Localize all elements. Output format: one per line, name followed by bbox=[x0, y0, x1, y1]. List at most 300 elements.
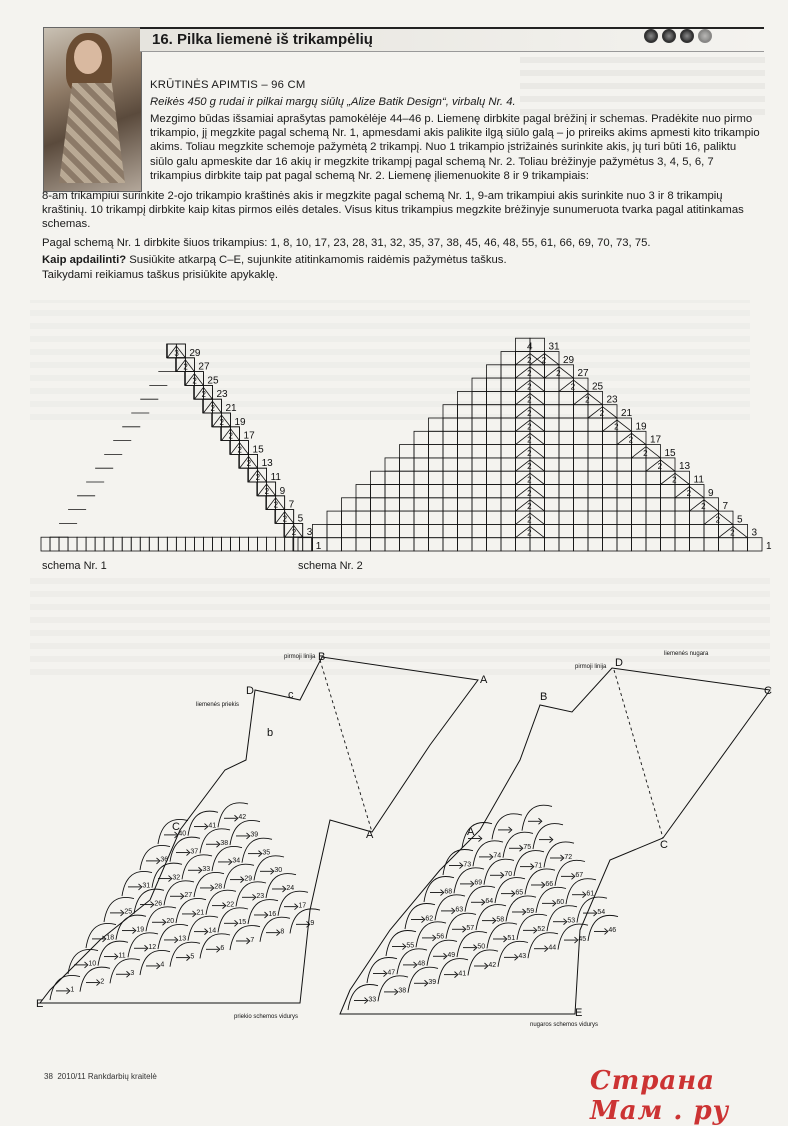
piece-number: 30 bbox=[274, 867, 283, 875]
schema-cell bbox=[400, 538, 415, 551]
schema-cell bbox=[327, 538, 342, 551]
shell-curve bbox=[492, 814, 522, 840]
decrease-number: 2 bbox=[527, 462, 532, 472]
schema-cell bbox=[276, 537, 285, 551]
schema-cell bbox=[371, 511, 386, 524]
point-label: b bbox=[267, 727, 274, 739]
row-number: 25 bbox=[207, 375, 219, 387]
decrease-number: 2 bbox=[192, 376, 197, 386]
row-number: 23 bbox=[606, 394, 618, 406]
schema-cell bbox=[487, 471, 502, 484]
back-panel-drawing bbox=[340, 651, 772, 1028]
schema-cell bbox=[574, 524, 589, 537]
schema-cell bbox=[458, 538, 473, 551]
piece-number: 33 bbox=[368, 996, 377, 1004]
schema-cell bbox=[149, 537, 158, 551]
schema-cell bbox=[458, 445, 473, 458]
shell-curve bbox=[522, 805, 552, 831]
schema-cell bbox=[559, 445, 574, 458]
back-outline bbox=[340, 668, 770, 1014]
schema-cell bbox=[327, 511, 342, 524]
piece-number: 59 bbox=[526, 907, 535, 915]
schema-cell bbox=[632, 471, 647, 484]
schema-cell bbox=[646, 524, 661, 537]
schema-cell bbox=[429, 524, 444, 537]
piece-number: 14 bbox=[208, 927, 217, 935]
piece-number: 36 bbox=[160, 856, 169, 864]
schema-cell bbox=[617, 458, 632, 471]
schema-cell bbox=[617, 538, 632, 551]
schema-cell bbox=[617, 524, 632, 537]
piece-number: 75 bbox=[523, 844, 532, 852]
piece-number: 6 bbox=[220, 945, 225, 953]
back-label: liemenės nugara bbox=[664, 651, 709, 657]
point-label: B bbox=[318, 651, 326, 663]
schema-cell bbox=[472, 511, 487, 524]
decrease-number: 2 bbox=[527, 409, 532, 418]
schema-cell bbox=[501, 471, 516, 484]
schema-cell bbox=[574, 445, 589, 458]
schema-cell bbox=[298, 538, 313, 551]
schema-cell bbox=[545, 498, 560, 511]
piece-number: 34 bbox=[232, 857, 241, 865]
point-label: D bbox=[615, 657, 623, 669]
schema-cell bbox=[95, 537, 104, 551]
schema-cell bbox=[443, 458, 458, 471]
schema-cell bbox=[231, 537, 240, 551]
schema-cell bbox=[185, 537, 194, 551]
schema-cell bbox=[675, 498, 690, 511]
schema-cell bbox=[646, 485, 661, 498]
schema-cell bbox=[487, 511, 502, 524]
schema-cell bbox=[588, 418, 603, 431]
watermark: Страна Мам . ру bbox=[590, 1066, 730, 1126]
schema-cell bbox=[559, 405, 574, 418]
decrease-number: 2 bbox=[527, 448, 532, 458]
schema-cell bbox=[661, 485, 676, 498]
schema-cell bbox=[414, 485, 429, 498]
schema-cell bbox=[588, 485, 603, 498]
schema-cell bbox=[748, 538, 763, 551]
schema-cell bbox=[342, 511, 357, 524]
row-number: 25 bbox=[592, 381, 604, 393]
row-number: 13 bbox=[679, 461, 691, 473]
piece-number: 17 bbox=[298, 902, 307, 910]
schema-cell bbox=[588, 458, 603, 471]
schema-cell bbox=[501, 485, 516, 498]
piece-number: 26 bbox=[154, 900, 163, 908]
piece-number: 33 bbox=[202, 866, 211, 874]
schema-cell bbox=[617, 485, 632, 498]
schema-cell bbox=[327, 524, 342, 537]
decrease-number: 2 bbox=[686, 488, 692, 498]
piece-number: 56 bbox=[436, 933, 445, 941]
schema-cell bbox=[443, 485, 458, 498]
schema-cell bbox=[487, 445, 502, 458]
decrease-number: 2 bbox=[264, 486, 270, 496]
schema-cell bbox=[487, 365, 502, 378]
schema-cell bbox=[487, 485, 502, 498]
piece-number: 62 bbox=[425, 915, 434, 923]
piece-number: 9 bbox=[310, 920, 315, 928]
piece-number: 3 bbox=[130, 970, 135, 978]
point-label: c bbox=[288, 689, 294, 701]
piece-number: 53 bbox=[567, 917, 576, 925]
piece-number: 19 bbox=[136, 926, 145, 934]
schema-cell bbox=[559, 431, 574, 444]
top-mark: 4 bbox=[527, 341, 533, 353]
schema-cell bbox=[414, 458, 429, 471]
schema-cell bbox=[443, 431, 458, 444]
schema-cell bbox=[574, 458, 589, 471]
schema-cell bbox=[574, 405, 589, 418]
schema-cell bbox=[545, 538, 560, 551]
schema-cell bbox=[487, 431, 502, 444]
decrease-number: 2 bbox=[628, 435, 634, 445]
piece-number: 11 bbox=[118, 952, 126, 960]
piece-number: 54 bbox=[597, 908, 606, 916]
schema-cell bbox=[675, 511, 690, 524]
decrease-number: 2 bbox=[643, 448, 648, 458]
schema-cell bbox=[414, 498, 429, 511]
schema-cell bbox=[559, 498, 574, 511]
point-label: E bbox=[36, 998, 44, 1010]
row-number: 19 bbox=[635, 421, 647, 433]
schema-cell bbox=[356, 511, 371, 524]
schema-cell bbox=[588, 498, 603, 511]
schema-cell bbox=[77, 537, 86, 551]
shell-curve bbox=[290, 909, 320, 934]
schema-cell bbox=[285, 537, 294, 551]
schema-cell bbox=[501, 378, 516, 391]
schema-cell bbox=[429, 485, 444, 498]
schema-cell bbox=[443, 498, 458, 511]
schema-cell bbox=[113, 537, 122, 551]
schema-cell bbox=[458, 405, 473, 418]
schema-cell bbox=[501, 458, 516, 471]
decrease-number: 2 bbox=[201, 390, 206, 400]
schema-cell bbox=[429, 418, 444, 431]
piece-number: 27 bbox=[184, 892, 193, 900]
schema-cell bbox=[356, 538, 371, 551]
row-number: 13 bbox=[261, 458, 273, 470]
schema-cell bbox=[646, 471, 661, 484]
piece-number: 70 bbox=[504, 871, 513, 879]
row-number: 5 bbox=[737, 514, 743, 526]
schema-cell bbox=[661, 511, 676, 524]
schema-cell bbox=[574, 538, 589, 551]
schema-cell bbox=[632, 524, 647, 537]
row-number: 23 bbox=[216, 389, 228, 401]
first-line bbox=[320, 660, 372, 832]
schema-cell bbox=[342, 498, 357, 511]
schema-cell bbox=[661, 524, 676, 537]
piece-number: 52 bbox=[537, 926, 546, 934]
schema-cell bbox=[131, 537, 140, 551]
schema-cell bbox=[472, 391, 487, 404]
schema-cell bbox=[400, 471, 415, 484]
schema-cell bbox=[690, 524, 705, 537]
decrease-number: 2 bbox=[228, 431, 233, 441]
decrease-number: 2 bbox=[210, 404, 215, 413]
schema-cell bbox=[472, 445, 487, 458]
schema-cell bbox=[559, 471, 574, 484]
decrease-number: 2 bbox=[730, 528, 735, 538]
shell-curve bbox=[200, 934, 230, 959]
schema-cell bbox=[385, 498, 400, 511]
piece-number: 42 bbox=[488, 961, 497, 969]
piece-number: 35 bbox=[262, 849, 271, 857]
piece-number: 20 bbox=[166, 918, 175, 926]
decrease-number: 2 bbox=[273, 500, 279, 510]
schema-cell bbox=[400, 458, 415, 471]
page-number: 38 bbox=[44, 1072, 53, 1081]
schema-cell bbox=[443, 471, 458, 484]
row-number: 7 bbox=[288, 499, 295, 511]
schema-cell bbox=[603, 524, 618, 537]
schema-cell bbox=[429, 458, 444, 471]
decrease-number: 2 bbox=[527, 355, 532, 365]
schema-cell bbox=[501, 365, 516, 378]
schema-cell bbox=[559, 458, 574, 471]
front-outline bbox=[40, 657, 478, 1003]
piece-number: 2 bbox=[100, 978, 105, 986]
schema-cell bbox=[140, 537, 149, 551]
schema-cell bbox=[267, 537, 276, 551]
piece-number: 41 bbox=[208, 822, 217, 830]
shell-curve bbox=[260, 917, 290, 942]
schema-cell bbox=[50, 537, 59, 551]
schema-cell bbox=[385, 485, 400, 498]
decrease-number: 2 bbox=[541, 355, 547, 365]
schema-cell bbox=[400, 485, 415, 498]
piece-number: 64 bbox=[485, 898, 494, 906]
schema-cell bbox=[487, 418, 502, 431]
schema-cell bbox=[545, 511, 560, 524]
decrease-number: 2 bbox=[527, 475, 532, 485]
point-label: A bbox=[467, 826, 475, 838]
schema-cell bbox=[632, 538, 647, 551]
schema-cell bbox=[719, 538, 734, 551]
decrease-number: 2 bbox=[282, 514, 288, 524]
row-number: 3 bbox=[751, 527, 758, 539]
page-title: 16. Pilka liemenė iš trikampėlių bbox=[152, 31, 373, 48]
schema-cell bbox=[617, 498, 632, 511]
schema-cell bbox=[501, 498, 516, 511]
piece-number: 41 bbox=[458, 970, 467, 978]
schema-cell bbox=[603, 431, 618, 444]
schema-cell bbox=[501, 391, 516, 404]
schema-cell bbox=[385, 471, 400, 484]
row-number: 9 bbox=[279, 485, 286, 497]
schema-cell bbox=[86, 537, 95, 551]
schema-cell bbox=[472, 485, 487, 498]
piece-number: 68 bbox=[444, 888, 453, 896]
row-number: 11 bbox=[270, 472, 281, 483]
piece-number: 58 bbox=[496, 916, 505, 924]
front-center-label: priekio schemos vidurys bbox=[234, 1014, 299, 1020]
schema-cell bbox=[429, 538, 444, 551]
decrease-number: 2 bbox=[672, 475, 677, 485]
decrease-number: 2 bbox=[246, 459, 252, 469]
decrease-number: 2 bbox=[599, 409, 605, 418]
piece-number: 51 bbox=[507, 934, 516, 942]
piece-number: 24 bbox=[286, 884, 295, 892]
schema-cell bbox=[59, 537, 68, 551]
instructions-paragraph-2: 8-am trikampiui surinkite 2-ojo trikampio kraštinės akis ir megzkite pagal schemą Nr. 1, 9-am trikampiui akis surinkite nuo 3 ir 8 trikampių kraštinių. 10 trikampį dirbkite kaip kitas pirmos eilės detales. Visus kitus trikampius megzkite brėžinyje sunumeruota tvarka pagal atitinkamas schemas. bbox=[42, 190, 744, 231]
shell-curve bbox=[50, 975, 80, 1000]
schema-cell bbox=[371, 524, 386, 537]
schema-cell bbox=[487, 405, 502, 418]
schema-cell bbox=[545, 405, 560, 418]
schema-cell bbox=[472, 405, 487, 418]
schema-cell bbox=[371, 538, 386, 551]
schema-cell bbox=[414, 524, 429, 537]
schema-cell bbox=[429, 471, 444, 484]
schema-cell bbox=[501, 511, 516, 524]
schema-cell bbox=[646, 511, 661, 524]
first-line-label: pirmoji linija bbox=[575, 664, 607, 670]
schema-cell bbox=[356, 485, 371, 498]
schema-cell bbox=[400, 524, 415, 537]
piece-number: 39 bbox=[428, 979, 437, 987]
schema-cell bbox=[559, 511, 574, 524]
schema-cell bbox=[429, 498, 444, 511]
schema-cell bbox=[400, 511, 415, 524]
schema-cell bbox=[487, 538, 502, 551]
piece-number: 61 bbox=[586, 890, 595, 898]
piece-number: 42 bbox=[238, 814, 247, 822]
schema-cell bbox=[545, 445, 560, 458]
decrease-number: 2 bbox=[255, 473, 261, 482]
schema-cell bbox=[661, 498, 676, 511]
schema-cell bbox=[342, 524, 357, 537]
schema-cell bbox=[646, 538, 661, 551]
row-number: 1 bbox=[315, 541, 322, 552]
schema-cell bbox=[487, 524, 502, 537]
schema-cell bbox=[472, 458, 487, 471]
piece-number: 39 bbox=[250, 831, 259, 839]
piece-number: 44 bbox=[548, 944, 557, 952]
row-number: 21 bbox=[621, 408, 633, 419]
schema-cell bbox=[704, 538, 719, 551]
schema-cell bbox=[559, 524, 574, 537]
piece-number: 40 bbox=[178, 830, 187, 838]
decrease-number: 2 bbox=[715, 515, 721, 525]
piece-number: 37 bbox=[190, 848, 199, 856]
schema-cell bbox=[221, 537, 230, 551]
schema-cell bbox=[501, 524, 516, 537]
decrease-number: 2 bbox=[527, 528, 532, 538]
schema-cell bbox=[603, 485, 618, 498]
schema-cell bbox=[603, 538, 618, 551]
schema-cell bbox=[385, 511, 400, 524]
schema-cell bbox=[385, 538, 400, 551]
point-label: C bbox=[172, 821, 180, 833]
piece-number: 28 bbox=[214, 883, 223, 891]
decrease-number: 2 bbox=[527, 435, 532, 445]
piece-number: 1 bbox=[70, 986, 75, 994]
piece-number: 21 bbox=[196, 909, 205, 917]
schema-cell bbox=[167, 537, 176, 551]
schema-cell bbox=[603, 498, 618, 511]
piece-number: 12 bbox=[148, 944, 157, 952]
schema-cell bbox=[617, 471, 632, 484]
decrease-number: 2 bbox=[527, 515, 532, 525]
schema-cell bbox=[603, 445, 618, 458]
schema-cell bbox=[443, 538, 458, 551]
point-label: E bbox=[575, 1007, 583, 1019]
schema-cell bbox=[385, 524, 400, 537]
schema-cell bbox=[313, 524, 328, 537]
schema-cell bbox=[545, 418, 560, 431]
decrease-number: 2 bbox=[527, 395, 532, 405]
piece-number: 38 bbox=[398, 987, 407, 995]
schema-cell bbox=[545, 378, 560, 391]
schema-cell bbox=[545, 431, 560, 444]
schema-cell bbox=[356, 524, 371, 537]
row-number: 29 bbox=[189, 347, 201, 359]
schema-cell bbox=[501, 445, 516, 458]
decrease-number: 2 bbox=[291, 528, 297, 538]
decrease-number: 2 bbox=[527, 502, 532, 512]
schema-cell bbox=[661, 538, 676, 551]
schema-cell bbox=[545, 471, 560, 484]
piece-number: 66 bbox=[545, 880, 554, 888]
schema-cell bbox=[588, 431, 603, 444]
piece-number: 69 bbox=[474, 879, 483, 887]
schema-cell bbox=[458, 511, 473, 524]
schema-cell bbox=[603, 471, 618, 484]
requirements: Reikės 450 g rudai ir pilkai margų siūlų „Alize Batik Design“, virbalų Nr. 4. bbox=[150, 96, 516, 108]
shell-curve bbox=[533, 824, 563, 850]
row-number: 21 bbox=[225, 403, 237, 414]
schema-cell bbox=[472, 471, 487, 484]
piece-number: 23 bbox=[256, 893, 265, 901]
schema-cell bbox=[400, 498, 415, 511]
piece-number: 29 bbox=[244, 875, 253, 883]
piece-number: 22 bbox=[226, 901, 235, 909]
schema-cell bbox=[487, 458, 502, 471]
shell-curve bbox=[110, 959, 140, 984]
shell-curve bbox=[230, 926, 260, 951]
decrease-number: 2 bbox=[183, 362, 188, 372]
piece-number: 7 bbox=[250, 936, 255, 944]
schema-cell bbox=[603, 458, 618, 471]
schema-cell bbox=[472, 418, 487, 431]
schema-cell bbox=[632, 485, 647, 498]
piece-number: 74 bbox=[493, 852, 502, 860]
back-center-label: nugaros schemos vidurys bbox=[530, 1022, 599, 1028]
decrease-number: 2 bbox=[237, 445, 243, 455]
piece-number: 55 bbox=[406, 942, 415, 950]
schema-cell bbox=[574, 485, 589, 498]
piece-number: 45 bbox=[578, 935, 587, 943]
schema-cell bbox=[472, 538, 487, 551]
schema-cell bbox=[400, 445, 415, 458]
schema-cell bbox=[371, 471, 386, 484]
schema-cell bbox=[414, 511, 429, 524]
schema-1-caption: schema Nr. 1 bbox=[42, 560, 107, 572]
schema-cell bbox=[458, 471, 473, 484]
row-number: 31 bbox=[548, 341, 560, 353]
schema-cell bbox=[429, 511, 444, 524]
schema-2-caption: schema Nr. 2 bbox=[298, 560, 363, 572]
row-number: 3 bbox=[306, 527, 313, 539]
schema-cell bbox=[574, 471, 589, 484]
row-number: 17 bbox=[650, 434, 662, 446]
decrease-number: 2 bbox=[527, 422, 532, 432]
